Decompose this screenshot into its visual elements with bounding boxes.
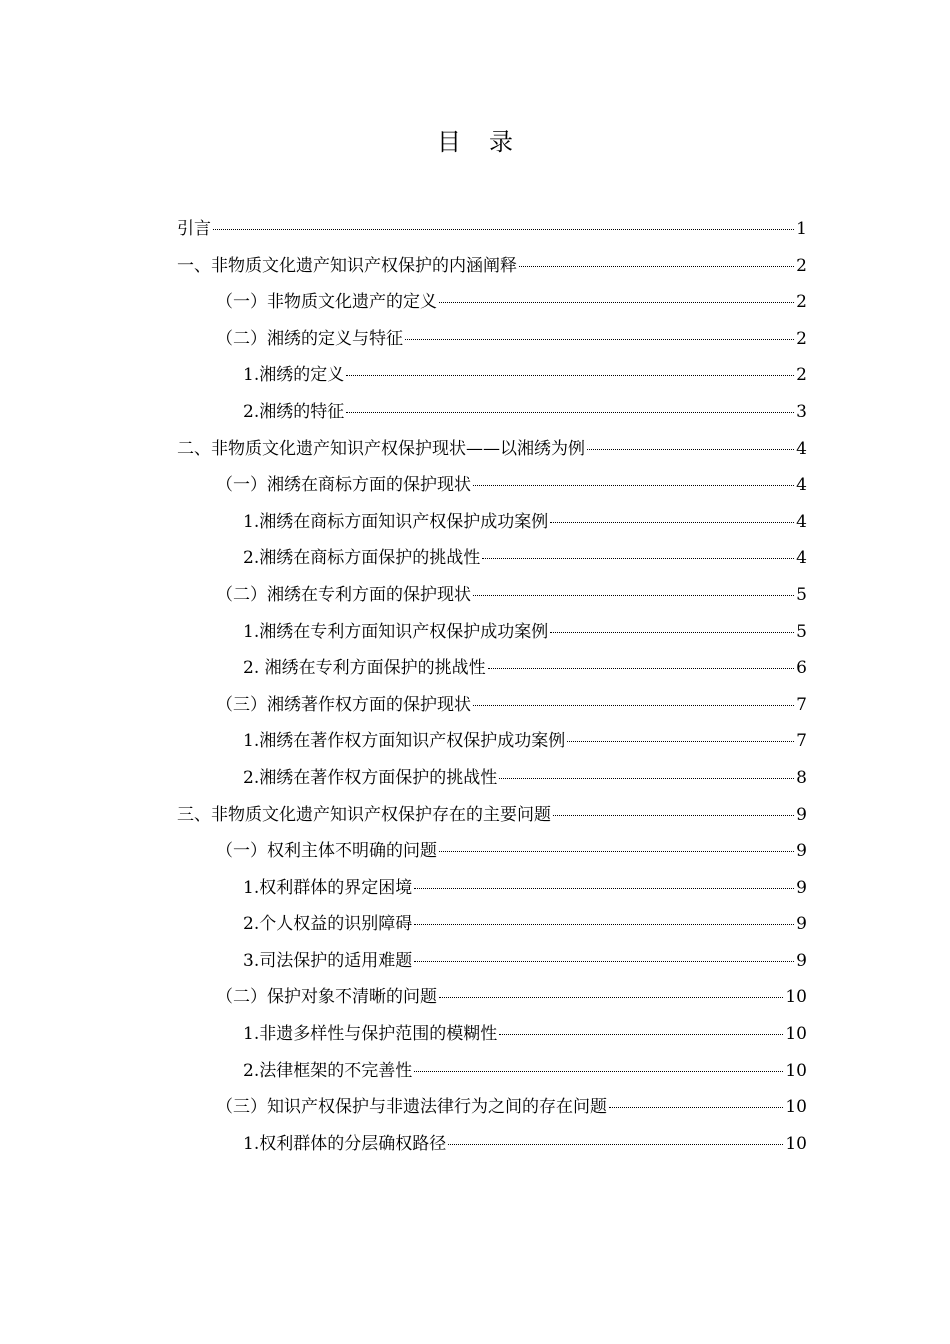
- toc-dot-leader: [346, 375, 794, 376]
- toc-entry[interactable]: [177, 687, 807, 724]
- toc-entry[interactable]: [177, 431, 807, 468]
- toc-page-number: 9: [796, 804, 807, 825]
- toc-entry[interactable]: [177, 357, 807, 394]
- toc-page-number: 4: [796, 511, 807, 532]
- toc-entry-text: （一）非物质文化遗产的定义: [216, 292, 437, 313]
- toc-dot-leader: [439, 997, 783, 998]
- toc-dot-leader: [488, 668, 795, 669]
- toc-entry[interactable]: [177, 760, 807, 797]
- toc-dot-leader: [448, 1144, 783, 1145]
- toc-page-number: 9: [796, 950, 807, 971]
- toc-entry[interactable]: [177, 248, 807, 285]
- toc-page-number: 9: [796, 841, 807, 862]
- toc-entry-text: 2.湘绣在商标方面保护的挑战性: [243, 548, 481, 569]
- toc-dot-leader: [499, 778, 794, 779]
- toc-page-number: 2: [796, 365, 807, 386]
- toc-entry[interactable]: [177, 321, 807, 358]
- toc-dot-leader: [553, 815, 794, 816]
- toc-entry-text: 1.湘绣在专利方面知识产权保护成功案例: [243, 621, 549, 642]
- toc-dot-leader: [439, 851, 794, 852]
- toc-entry[interactable]: [177, 577, 807, 614]
- toc-entry-text: 二、非物质文化遗产知识产权保护现状——以湘绣为例: [177, 438, 585, 459]
- toc-entry-text: 1.湘绣在著作权方面知识产权保护成功案例: [243, 731, 566, 752]
- toc-entry[interactable]: [177, 504, 807, 541]
- toc-page-number: 2: [796, 255, 807, 276]
- toc-page-number: 4: [796, 438, 807, 459]
- toc-dot-leader: [414, 888, 794, 889]
- toc-entry-text: （一）权利主体不明确的问题: [216, 841, 437, 862]
- toc-dot-leader: [414, 1071, 783, 1072]
- toc-entry[interactable]: [177, 870, 807, 907]
- toc-dot-leader: [567, 741, 794, 742]
- toc-entry-text: 1.湘绣的定义: [243, 365, 345, 386]
- toc-page-number: 9: [796, 877, 807, 898]
- toc-entry[interactable]: [177, 614, 807, 651]
- toc-dot-leader: [587, 449, 794, 450]
- toc-entry[interactable]: [177, 979, 807, 1016]
- toc-dot-leader: [550, 522, 794, 523]
- toc-page-number: 10: [785, 1024, 807, 1045]
- toc-dot-leader: [414, 924, 794, 925]
- toc-page-number: 5: [796, 621, 807, 642]
- toc-entry-text: 1.湘绣在商标方面知识产权保护成功案例: [243, 511, 549, 532]
- toc-entry-text: 1.权利群体的分层确权路径: [243, 1133, 447, 1154]
- toc-entry[interactable]: [177, 906, 807, 943]
- toc-entry[interactable]: [177, 394, 807, 431]
- toc-page-number: 2: [796, 328, 807, 349]
- toc-entry-text: 2.个人权益的识别障碍: [243, 914, 413, 935]
- table-of-contents: [177, 211, 807, 1162]
- toc-entry-text: （三）湘绣著作权方面的保护现状: [216, 694, 471, 715]
- toc-entry-text: 2.法律框架的不完善性: [243, 1060, 413, 1081]
- toc-entry[interactable]: [177, 1089, 807, 1126]
- toc-entry-text: 三、非物质文化遗产知识产权保护存在的主要问题: [177, 804, 551, 825]
- toc-dot-leader: [499, 1034, 783, 1035]
- toc-page-number: 4: [796, 475, 807, 496]
- toc-entry[interactable]: [177, 1053, 807, 1090]
- toc-dot-leader: [473, 595, 794, 596]
- toc-entry-text: （二）保护对象不清晰的问题: [216, 987, 437, 1008]
- toc-page-number: 5: [796, 584, 807, 605]
- toc-dot-leader: [550, 632, 794, 633]
- toc-page-number: 8: [796, 767, 807, 788]
- toc-entry[interactable]: [177, 284, 807, 321]
- toc-entry[interactable]: [177, 833, 807, 870]
- toc-entry-text: （二）湘绣在专利方面的保护现状: [216, 584, 471, 605]
- toc-dot-leader: [405, 339, 794, 340]
- toc-entry[interactable]: [177, 797, 807, 834]
- toc-entry-text: 1.权利群体的界定困境: [243, 877, 413, 898]
- toc-page-number: 3: [796, 401, 807, 422]
- toc-page-number: 7: [796, 731, 807, 752]
- toc-dot-leader: [519, 266, 794, 267]
- toc-page-number: 10: [785, 1097, 807, 1118]
- toc-page-number: 2: [796, 292, 807, 313]
- toc-page-number: 10: [785, 1133, 807, 1154]
- toc-page-number: 10: [785, 1060, 807, 1081]
- toc-page-number: 10: [785, 987, 807, 1008]
- toc-dot-leader: [346, 412, 794, 413]
- toc-entry[interactable]: [177, 723, 807, 760]
- toc-dot-leader: [473, 705, 794, 706]
- toc-page-number: 7: [796, 694, 807, 715]
- toc-entry-text: （三）知识产权保护与非遗法律行为之间的存在问题: [216, 1097, 607, 1118]
- toc-entry[interactable]: [177, 1126, 807, 1163]
- toc-entry[interactable]: [177, 540, 807, 577]
- toc-page-number: 9: [796, 914, 807, 935]
- toc-page-number: 6: [796, 658, 807, 679]
- toc-dot-leader: [414, 961, 794, 962]
- toc-entry[interactable]: [177, 943, 807, 980]
- toc-dot-leader: [609, 1107, 783, 1108]
- toc-entry-text: （一）湘绣在商标方面的保护现状: [216, 475, 471, 496]
- page-title: 目录: [437, 128, 541, 156]
- toc-entry-text: 2. 湘绣在专利方面保护的挑战性: [243, 658, 486, 679]
- toc-entry-text: 一、非物质文化遗产知识产权保护的内涵阐释: [177, 255, 517, 276]
- toc-entry[interactable]: [177, 211, 807, 248]
- toc-entry-text: 1.非遗多样性与保护范围的模糊性: [243, 1024, 498, 1045]
- toc-dot-leader: [213, 229, 794, 230]
- toc-entry-text: 引言: [177, 219, 211, 239]
- toc-dot-leader: [439, 302, 794, 303]
- toc-dot-leader: [482, 558, 794, 559]
- toc-page-number: 4: [796, 548, 807, 569]
- toc-page-number: 1: [796, 219, 807, 239]
- toc-entry-text: 3.司法保护的适用难题: [243, 950, 413, 971]
- toc-entry[interactable]: [177, 1016, 807, 1053]
- toc-entry-text: 2.湘绣在著作权方面保护的挑战性: [243, 767, 498, 788]
- toc-entry[interactable]: [177, 467, 807, 504]
- toc-entry-text: （二）湘绣的定义与特征: [216, 328, 403, 349]
- toc-dot-leader: [473, 485, 794, 486]
- toc-entry[interactable]: [177, 650, 807, 687]
- toc-entry-text: 2.湘绣的特征: [243, 401, 345, 422]
